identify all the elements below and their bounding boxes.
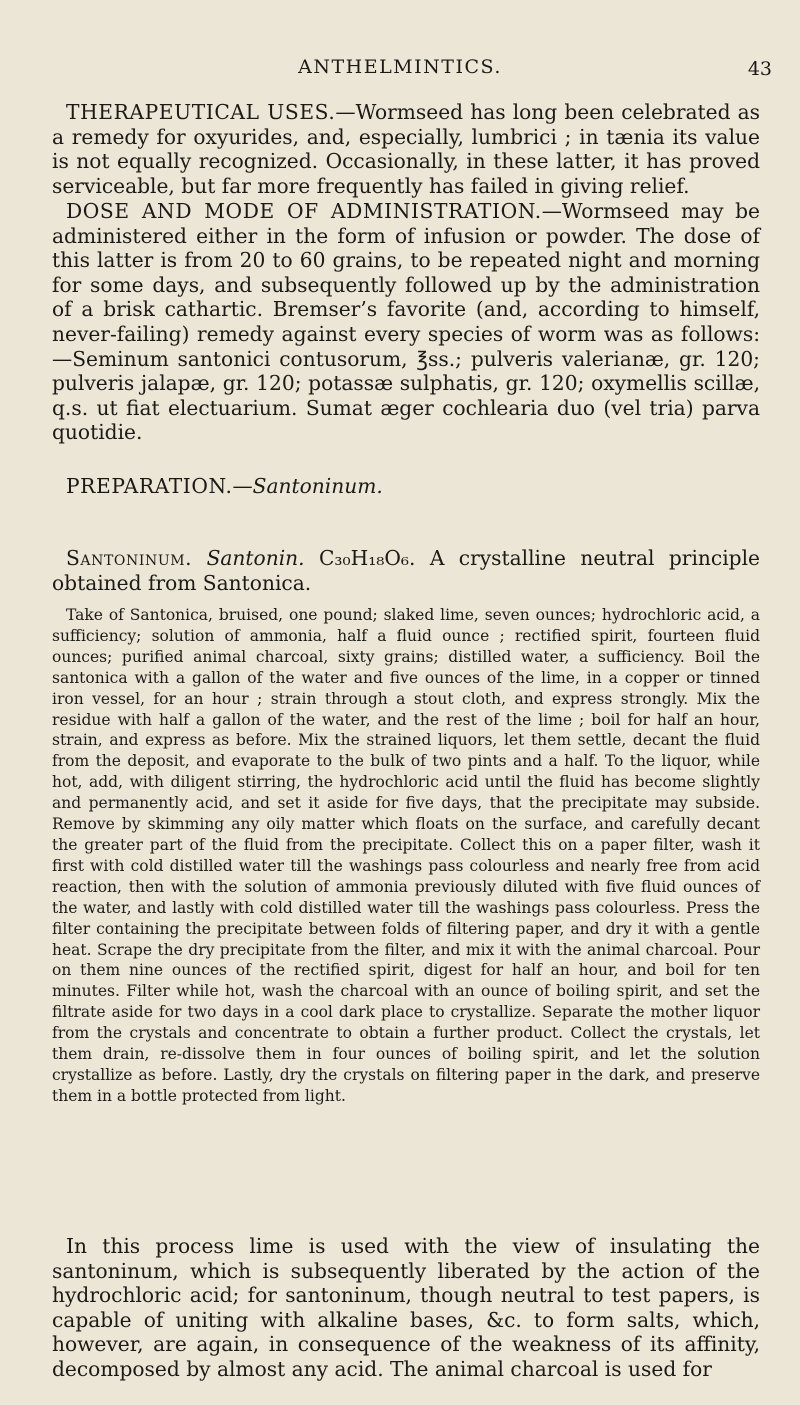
dose-text: —Wormseed may be administered either in the form of infusion or powder. The dose of this latter is from 20 to 60 grains, to be repeated night and morning for some days, and subsequently followed up by the administration of a brisk cathartic. Bremser’s favorite (and, according to himself, never-failing) remedy against every species of worm was as follows:—Seminum santonici contusorum, ℥ss.; pulveris valerianæ, gr. 120; pulveris jalapæ, gr. 120; potassæ sulphatis, gr. 120; oxymellis scillæ, q.s. ut fiat electuarium. Sumat æger cochlearia duo (vel tria) parva quotidie. [52,199,761,445]
running-head: ANTHELMINTICS. [298,56,502,78]
dose-label: DOSE AND MODE OF ADMINISTRATION. [66,199,542,223]
therapeutical-uses-label: THERAPEUTICAL USES. [66,100,336,124]
santoninum-name: Santoninum. [66,546,193,570]
commentary-paragraph [52,1234,760,1382]
santoninum-description: A crystalline neutral principle obtained from Santonica. [52,546,761,595]
santoninum-formula: C₃₀H₁₈O₆. [318,546,416,570]
page-number: 43 [747,58,772,80]
commentary-text: In this process lime is used with the view of insulating the santoninum, which is subsequently liberated by the action of the hydrochloric acid; for santoninum, though neutral to test papers, is capable of uniting with alkaline bases, &c. to form salts, which, however, are again, in consequence of the weakness of its affinity, decomposed by almost any acid. The animal charcoal is used for [52,1234,760,1381]
preparation-label: PREPARATION. [66,474,233,498]
process-paragraph [52,605,760,1107]
process-text: Take of Santonica, bruised, one pound; slaked lime, seven ounces; hydrochloric acid, a sufficiency; solution of ammonia, half a fluid ounce ; rectified spirit, fourteen fluid ounces; purified animal charcoal, sixty grains; distilled water, a sufficiency. Boil the santonica with a gallon of the water and five ounces of the lime, in a copper or tinned iron vessel, for an hour ; strain through a stout cloth, and express strongly. Mix the residue with half a gallon of the water, and the rest of the lime ; boil for half an hour, strain, and express as before. Mix the strained liquors, let them settle, decant the fluid from the deposit, and evaporate to the bulk of two pints and a half. To the liquor, while hot, add, with diligent stirring, the hydrochloric acid until the fluid has become slightly and permanently acid, and set it aside for five days, that the precipitate may subside. Remove by skimming any oily matter which floats on the surface, and carefully decant the greater part of the fluid from the precipitate. Collect this on a paper filter, wash it first with cold distilled water till the washings pass colourless and nearly free from acid reaction, then with the solution of ammonia previously diluted with five fluid ounces of the water, and lastly with cold distilled water till the washings pass colourless. Press the filter containing the precipitate between folds of filtering paper, and dry it with a gentle heat. Scrape the dry precipitate from the filter, and mix it with the animal charcoal. Pour on them nine ounces of the rectified spirit, digest for half an hour, and boil for ten minutes. Filter while hot, wash the charcoal with an ounce of boiling spirit, and set the filtrate aside for two days in a cool dark place to crystallize. Separate the mother liquor from the crystals and concentrate to obtain a further product. Collect the crystals, let them drain, re-dissolve them in four ounces of boiling spirit, and let the solution crystallize as before. Lastly, dry the crystals on filtering paper in the dark, and preserve them in a bottle protected from light. [52,606,760,1105]
santoninum-common-name: Santonin. [206,546,305,570]
preparation-value: Santoninum. [252,474,383,498]
dose-paragraph [52,199,760,445]
santoninum-heading [52,546,760,595]
therapeutical-uses-text: —Wormseed has long been celebrated as a remedy for oxyurides, and, especially, lumbrici ; in tænia its value is not equally recognized. Occasionally, in these latter, it has proved serviceable, but far more frequently has failed in giving relief. [52,100,760,198]
preparation-line [52,474,760,499]
therapeutical-uses-paragraph [52,100,760,198]
preparation-dash: — [232,474,253,498]
